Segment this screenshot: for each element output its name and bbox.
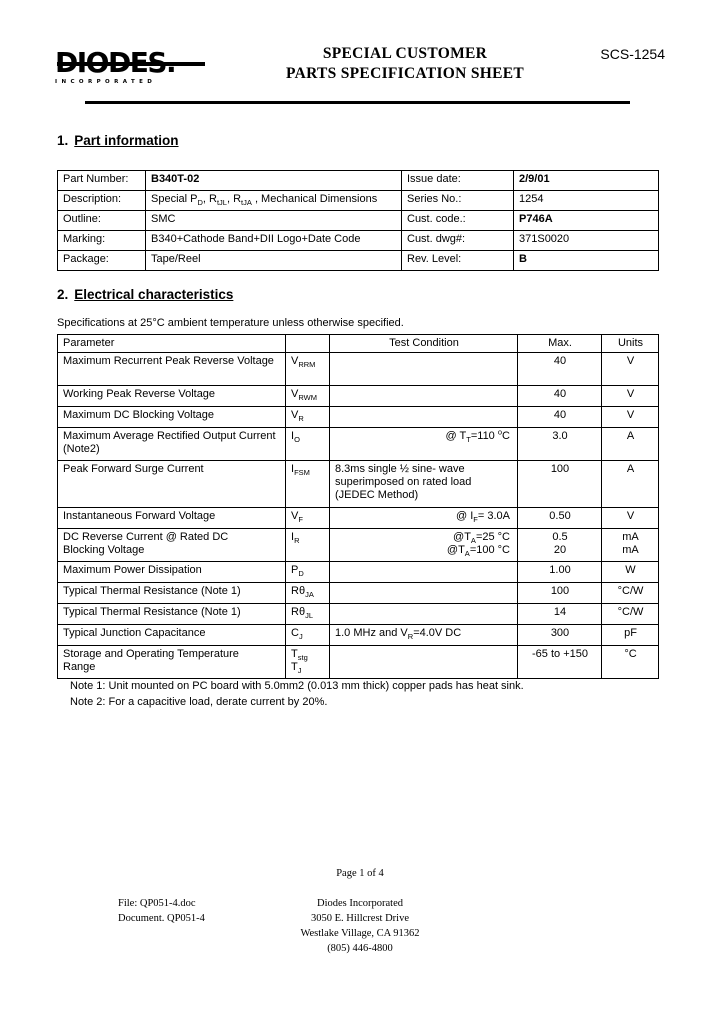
cell-units: V [602,508,659,529]
column-header-test-condition: Test Condition [330,335,518,353]
cell-test-condition [330,646,518,679]
cell-units: °C/W [602,583,659,604]
table-row [58,353,659,386]
cell-test-condition [330,562,518,583]
cell-max: -65 to +150 [518,646,602,679]
cell-parameter: Typical Junction Capacitance [58,625,286,646]
table-row [58,211,659,231]
footer-address-line2: Westlake Village, CA 91362 [300,928,420,939]
cell-parameter: Maximum Average Rectified Output Current (Note2) [58,428,286,461]
cell-test-condition [330,386,518,407]
cell-symbol: $I_{FSM}$ [286,461,330,508]
footer-file-block [118,896,205,926]
logo-subtext: INCORPORATED [55,79,157,85]
cell-units: °C/W [602,604,659,625]
footer-document: Document. QP051-4 [118,913,205,924]
cell-value: Special $P_D$, $R_{tJL}$, $R_{tJA}$ , Mechanical Dimensions [146,191,402,211]
footer-company: Diodes Incorporated [316,898,403,909]
cell-parameter: Maximum Power Dissipation [58,562,286,583]
cell-value: SMC [146,211,402,231]
table-row [58,428,659,461]
cell-label: Part Number: [58,171,146,191]
cell-max: 3.0 [518,428,602,461]
cell-symbol: $T_{stg}$ $T_J$ [286,646,330,679]
cell-parameter: Working Peak Reverse Voltage [58,386,286,407]
cell-max: 40 [518,407,602,428]
footnotes-block [70,678,524,710]
cell-units: pF [602,625,659,646]
cell-max: 14 [518,604,602,625]
cell-max: 100 [518,461,602,508]
cell-label-2: Rev. Level: [402,251,514,271]
cell-symbol: $V_{RWM}$ [286,386,330,407]
table-row [58,625,659,646]
section-2-heading [57,287,233,302]
section-2-number: 2. [57,287,69,302]
cell-test-condition: @ $T_T=110$ $^o$C [330,428,518,461]
cell-max: 1.00 [518,562,602,583]
page-number: Page 1 of 4 [336,868,384,879]
part-information-table [57,170,659,271]
cell-units: V [602,386,659,407]
header-title-block [235,44,575,84]
column-header-max: Max. [518,335,602,353]
cell-value-2: B [514,251,659,271]
cell-value-2: 2/9/01 [514,171,659,191]
cell-symbol: $C_J$ [286,625,330,646]
cell-symbol: $V_{RRM}$ [286,353,330,386]
footer-file: File: QP051-4.doc [118,898,196,909]
table-row [58,407,659,428]
electrical-table-header [58,335,659,353]
section-1-title: Part information [74,133,179,148]
cell-parameter: DC Reverse Current @ Rated DC Blocking Voltage [58,529,286,562]
cell-parameter: Typical Thermal Resistance (Note 1) [58,604,286,625]
table-row [58,508,659,529]
header-divider [85,101,630,104]
table-row [58,529,659,562]
cell-max: 0.50 [518,508,602,529]
footer-columns [0,896,720,966]
cell-test-condition [330,407,518,428]
cell-test-condition: $@T_A=25$ °C $@T_A=100$ °C [330,529,518,562]
cell-value: Tape/Reel [146,251,402,271]
cell-max: 0.5 20 [518,529,602,562]
cell-value-2: 371S0020 [514,231,659,251]
cell-value: B340T-02 [146,171,402,191]
cell-parameter: Peak Forward Surge Current [58,461,286,508]
section-2-title: Electrical characteristics [74,287,234,302]
footer-phone: (805) 446-4800 [327,943,393,954]
cell-parameter: Typical Thermal Resistance (Note 1) [58,583,286,604]
column-header-symbol [286,335,330,353]
electrical-characteristics-table [57,334,659,679]
footer-address-line1: 3050 E. Hillcrest Drive [311,913,409,924]
cell-label: Marking: [58,231,146,251]
table-row [58,251,659,271]
cell-value-2: 1254 [514,191,659,211]
footnote-1: Note 1: Unit mounted on PC board with 5.0mm2 (0.013 mm thick) copper pads has heat sink. [70,680,524,692]
document-footer [0,868,720,966]
cell-test-condition: 1.0 MHz and $V_R=4.0V$ DC [330,625,518,646]
cell-test-condition: 8.3ms single ½ sine- wave superimposed on rated load (JEDEC Method) [330,461,518,508]
cell-max: 40 [518,353,602,386]
cell-units: V [602,353,659,386]
cell-symbol: $V_F$ [286,508,330,529]
cell-units: A [602,461,659,508]
column-header-units: Units [602,335,659,353]
document-code: SCS-1254 [600,46,665,62]
cell-parameter: Maximum DC Blocking Voltage [58,407,286,428]
cell-units: °C [602,646,659,679]
table-row [58,231,659,251]
cell-symbol: $R\theta_{JL}$ [286,604,330,625]
footnote-2: Note 2: For a capacitive load, derate current by 20%. [70,696,328,708]
section-1-heading [57,133,179,148]
header-title-line1: SPECIAL CUSTOMER [322,45,488,62]
cell-test-condition [330,604,518,625]
cell-label: Outline: [58,211,146,231]
cell-test-condition [330,583,518,604]
cell-value: B340+Cathode Band+DII Logo+Date Code [146,231,402,251]
cell-max: 100 [518,583,602,604]
cell-units: W [602,562,659,583]
table-row [58,583,659,604]
cell-label: Package: [58,251,146,271]
footer-company-block [240,896,480,956]
cell-symbol: $R\theta_{JA}$ [286,583,330,604]
cell-max: 300 [518,625,602,646]
table-header-row [58,335,659,353]
table-row [58,562,659,583]
cell-parameter: Maximum Recurrent Peak Reverse Voltage [58,353,286,386]
table-row [58,461,659,508]
cell-units: mA mA [602,529,659,562]
cell-test-condition: @ $I_F= 3.0A$ [330,508,518,529]
electrical-table-body [58,353,659,679]
cell-value-2: P746A [514,211,659,231]
cell-symbol: $P_D$ [286,562,330,583]
specification-conditions-note: Specifications at 25°C ambient temperature unless otherwise specified. [57,317,404,329]
cell-label-2: Series No.: [402,191,514,211]
cell-parameter: Storage and Operating Temperature Range [58,646,286,679]
document-header [55,44,665,102]
part-information-body [58,171,659,271]
logo-wordmark-text: DIODES [55,46,166,79]
cell-label: Description: [58,191,146,211]
table-row [58,191,659,211]
table-row [58,171,659,191]
cell-units: A [602,428,659,461]
table-row [58,386,659,407]
cell-parameter: Instantaneous Forward Voltage [58,508,286,529]
logo-wordmark [55,48,210,78]
table-row [58,646,659,679]
cell-test-condition [330,353,518,386]
cell-symbol: $V_R$ [286,407,330,428]
cell-label-2: Cust. dwg#: [402,231,514,251]
diodes-logo [55,48,210,85]
header-title-line2: PARTS SPECIFICATION SHEET [285,65,525,82]
cell-symbol: $I_O$ [286,428,330,461]
cell-symbol: $I_R$ [286,529,330,562]
section-1-number: 1. [57,133,69,148]
cell-label-2: Issue date: [402,171,514,191]
cell-label-2: Cust. code.: [402,211,514,231]
cell-units: V [602,407,659,428]
column-header-parameter: Parameter [58,335,286,353]
table-row [58,604,659,625]
cell-max: 40 [518,386,602,407]
